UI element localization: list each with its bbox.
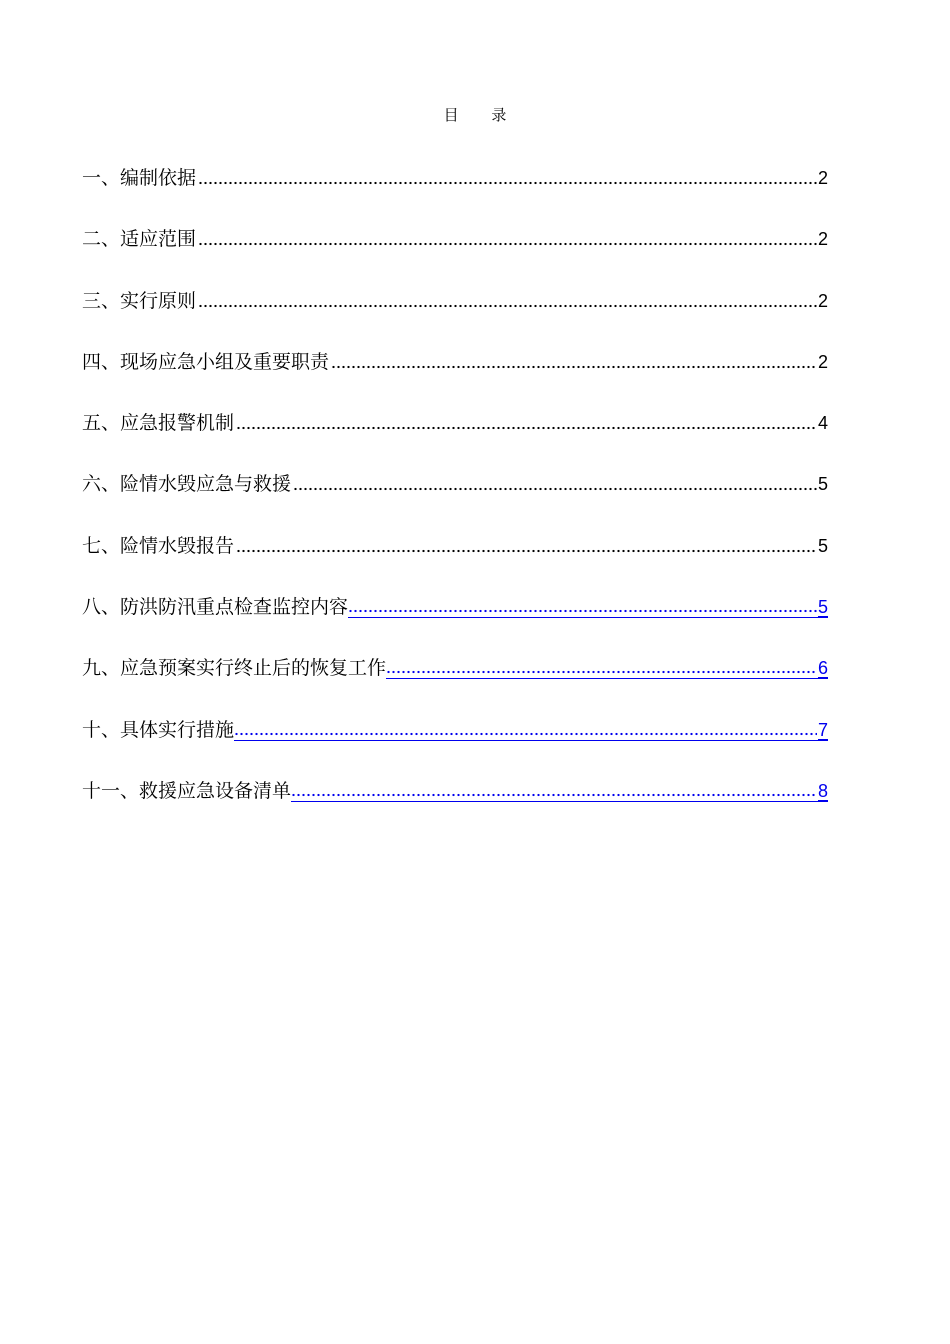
toc-page-number: 2 — [817, 290, 828, 311]
toc-entry-3 — [82, 255, 828, 316]
toc-page-number-link[interactable]: 7 — [817, 719, 828, 740]
dot-leader — [236, 426, 817, 430]
table-of-contents — [82, 162, 828, 807]
toc-page-number: 2 — [817, 229, 828, 250]
toc-entry-label: 九、应急预案实行终止后的恢复工作 — [82, 657, 387, 680]
toc-page-number: 2 — [817, 351, 828, 372]
toc-entry-label: 四、现场应急小组及重要职责 — [82, 350, 330, 373]
toc-page-number-link[interactable]: 6 — [817, 658, 828, 679]
toc-entry-label: 十、具体实行措施 — [82, 718, 235, 741]
toc-entry-11[interactable] — [82, 746, 828, 807]
toc-entry-label: 七、险情水毁报告 — [82, 534, 235, 557]
toc-page-number: 2 — [817, 168, 828, 188]
toc-page-number: 5 — [817, 535, 828, 556]
toc-entry-label: 五、应急报警机制 — [82, 412, 235, 435]
dot-leader — [331, 365, 817, 369]
toc-entry-label: 八、防洪防汛重点检查监控内容 — [82, 596, 349, 619]
toc-title: 目 录 — [443, 106, 521, 124]
toc-hyperlink[interactable] — [234, 720, 818, 741]
toc-entry-6 — [82, 439, 828, 500]
dot-leader — [293, 487, 817, 491]
toc-entry-label: 六、险情水毁应急与救援 — [82, 473, 292, 496]
toc-hyperlink[interactable] — [291, 781, 818, 802]
toc-entry-label: 十一、救援应急设备清单 — [82, 779, 292, 802]
toc-entry-10[interactable] — [82, 684, 828, 745]
toc-entry-7 — [82, 500, 828, 561]
dot-leader — [198, 242, 817, 246]
toc-hyperlink[interactable] — [348, 597, 818, 618]
toc-page-number: 4 — [817, 413, 828, 434]
toc-page-number-link[interactable]: 5 — [817, 597, 828, 618]
toc-entry-8[interactable] — [82, 562, 828, 623]
dot-leader — [198, 304, 817, 308]
toc-entry-5 — [82, 378, 828, 439]
toc-page-number: 5 — [817, 474, 828, 495]
toc-entry-label: 二、适应范围 — [82, 228, 197, 251]
toc-hyperlink[interactable] — [386, 658, 818, 679]
toc-page-number-link[interactable]: 8 — [817, 780, 828, 801]
dot-leader — [386, 670, 817, 674]
dot-leader — [348, 609, 817, 613]
toc-entry-label: 一、编制依据 — [82, 167, 197, 189]
dot-leader — [198, 181, 817, 185]
toc-entry-9[interactable] — [82, 623, 828, 684]
dot-leader — [236, 549, 817, 553]
toc-entry-1 — [82, 162, 828, 194]
toc-entry-2 — [82, 194, 828, 255]
dot-leader — [234, 732, 817, 736]
toc-entry-label: 三、实行原则 — [82, 289, 197, 312]
toc-entry-4 — [82, 317, 828, 378]
dot-leader — [291, 793, 817, 797]
